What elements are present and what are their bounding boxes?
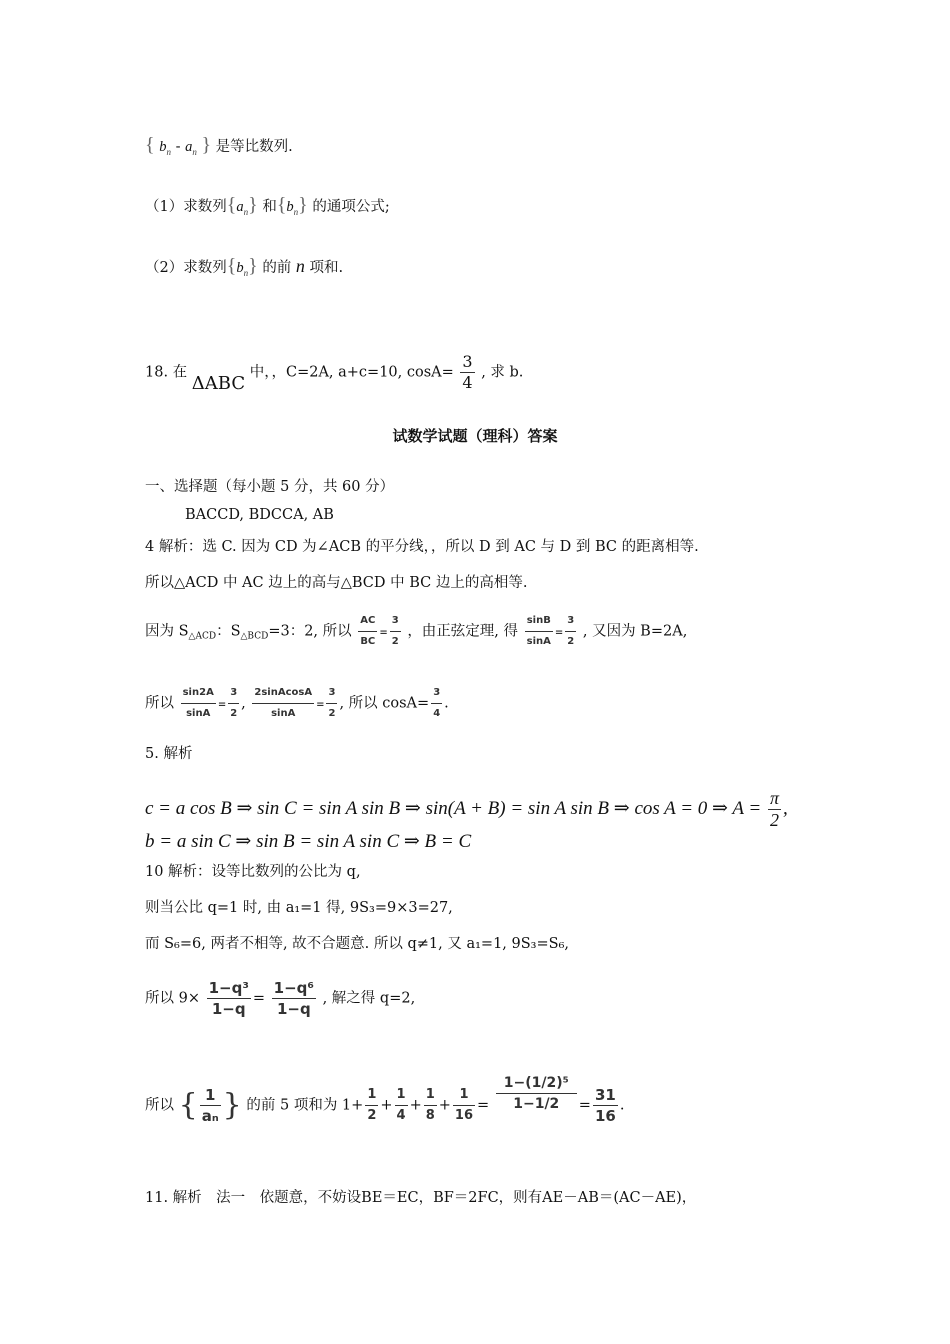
frac-numerator: 1−q³ [208,979,249,997]
fraction-pi-2 [768,788,781,831]
triangle-abc: ΔABC [191,372,246,394]
right-brace: } [298,194,308,216]
equals: = [554,627,564,639]
subscript: △BCD [240,631,269,642]
subscript-n: n [293,207,299,217]
subscript: △ACD [188,631,217,642]
q10-line5: 所以 { $\frac{1}{\text{aₙ}}$ } 的前 5 项和为 1+ $\frac{1}{2}$ + $\frac{1}{4}$ + $\frac{1}{8}$ + $\frac{1}{16}$ = $\frac{\text{1−(1/2)⁵}}{1-1/2}$ = $\frac{31}{16}$ . [145,1075,625,1125]
frac-denominator: BC [360,636,376,647]
text: , 解之得 q=2, [322,990,416,1007]
frac-numerator: 3 [228,683,239,704]
frac-numerator: 2sinAcosA [252,683,314,704]
frac-numerator: 1−q⁶ [273,979,314,997]
fraction-3-2 [565,611,576,652]
fraction-1-q6 [272,978,316,1019]
term-a: a [185,139,193,155]
fraction-3-2 [390,611,401,652]
part2-tail: 项和. [309,260,344,276]
frac-denominator: 2 [328,708,336,719]
fraction-3-2 [228,683,239,724]
q4-line4: 所以 $\frac{\sin 2A}{\sin A}$ = $\frac{3}{2}$ , $\frac{\text{2sinAcosA}}{\sin A}$ = $\frac{3}{2}$ , 所以 cosA= $\frac{3}{4}$ . [145,683,449,724]
q18-number: 18. 在 [145,364,188,381]
frac-denominator: 2 [230,708,238,719]
fraction-sinb-sina [525,611,553,652]
frac-denominator: 8 [425,1108,435,1123]
frac-numerator: 3 [565,611,576,632]
intro-tail: 是等比数列. [215,139,293,155]
q5-heading: 5. 解析 [145,746,193,762]
right-brace: } [222,1087,242,1123]
frac-denominator: 1−1/2 [513,1096,560,1112]
q17-intro [145,135,293,162]
minus-sign: - [175,139,181,155]
text: 所以 9× [145,990,200,1007]
fraction-1-q3 [207,978,251,1019]
q5-equation2: b = a sin C ⇒ sin B = sin A sin C ⇒ B = C [145,831,472,852]
q11-line1: 11. 解析 法一 依题意，不妨设BE＝EC，BF＝2FC，则有AE－AB＝(AC－AE)， [145,1190,697,1206]
fraction-31-16 [593,1085,618,1126]
q4-line3 [145,611,687,652]
seq-b: b [236,260,244,276]
part1-mid: 和 [262,199,277,215]
period: . [444,695,449,712]
text: 所以 cosA= [348,695,430,712]
subscript-n: n [192,147,197,157]
q10-line1: 10 解析：设等比数列的公比为 q, [145,864,361,880]
left-brace: { [178,1087,198,1123]
frac-denominator: 2 [769,810,779,830]
frac-denominator: 4 [433,708,441,719]
answer-title: 试数学试题（理科）答案 [392,427,558,445]
fraction-3-2 [326,683,337,724]
q18-conditions: 中，，C=2A, a+c=10, cosA= [249,364,454,381]
frac-denominator: 1−q [276,1000,311,1018]
q4-line1: 4 解析：选 C. 因为 CD 为∠ACB 的平分线，，所以 D 到 AC 与 D 到 BC 的距离相等. [145,539,699,555]
frac-numerator: 3 [462,352,473,371]
term-b: b [159,139,167,155]
frac-denominator: 2 [567,636,575,647]
fraction-1-8: $\frac{1}{8}$ [424,1085,437,1126]
frac-denominator: 4 [396,1108,406,1123]
frac-denominator: 16 [454,1108,474,1123]
subscript-n: n [243,207,249,217]
fraction-sin2a-sina [181,683,216,724]
frac-numerator: 1−(1/2)⁵ [496,1073,577,1094]
comma: , [782,797,788,819]
seq-b: b [286,199,294,215]
fraction-1-2: $\frac{1}{2}$ [365,1085,378,1126]
part1-prefix: （1）求数列 [145,199,227,215]
text: ：S [216,623,241,640]
frac-denominator: 4 [462,373,473,392]
frac-numerator: 3 [326,683,337,704]
frac-denominator: aₙ [201,1107,219,1125]
frac-numerator: sinB [525,611,553,632]
frac-numerator: 31 [594,1086,616,1104]
fraction-3-4 [431,683,442,724]
choice-answers: BACCD, BDCCA, AB [185,507,334,523]
period: . [619,1097,625,1114]
q10-line4: 所以 9× $\frac{\text{1−q³}}{1-q}$ = $\frac{\text{1−q⁶}}{1-q}$ , 解之得 q=2, [145,979,416,1018]
frac-numerator: π [769,788,779,808]
right-brace: } [248,255,258,277]
frac-denominator: 2 [367,1108,377,1123]
q4-line2: 所以△ACD 中 AC 边上的高与△BCD 中 BC 边上的高相等. [145,575,528,591]
fraction-3-4 [460,352,474,393]
left-brace: { [226,194,237,216]
fraction-ac-bc [358,611,377,652]
text: ，由正弦定理, 得 [407,623,519,640]
q17-part1 [145,195,390,222]
text: 所以 [145,695,174,712]
frac-numerator: sin2A [181,683,216,704]
frac-numerator: 3 [390,611,401,632]
frac-denominator: 2 [391,636,399,647]
fraction-2sinacosa-sina [252,683,314,724]
left-brace: { [226,255,237,277]
subscript-n: n [166,147,171,157]
text: 所以 [145,1097,174,1114]
part2-mid: 的前 [262,260,292,276]
fraction-1-16: $\frac{1}{16}$ [453,1085,475,1126]
fraction-1-4: $\frac{1}{4}$ [395,1085,408,1126]
section1-heading: 一、选择题（每小题 5 分，共 60 分） [145,479,395,495]
q10-line2: 则当公比 q=1 时, 由 a₁=1 得, 9S₃=9×3=27, [145,900,453,916]
equation-text: c = a cos B ⇒ sin C = sin A sin B ⇒ sin(A + B) = sin A sin B ⇒ cos A = 0 ⇒ A = [145,797,762,819]
part2-prefix: （2）求数列 [145,260,227,276]
subscript-n: n [243,268,249,278]
q17-part2 [145,256,343,283]
text: , 又因为 B=2A, [582,623,688,640]
fraction-1-an [200,1085,221,1126]
seq-a: a [236,199,244,215]
n-variable: n [295,256,305,276]
frac-denominator: sinA [186,708,211,719]
q18 [145,352,523,393]
equals: = [379,627,388,639]
frac-numerator: 1 [200,1085,221,1106]
right-brace: } [248,194,258,216]
left-brace: { [145,134,155,156]
q5-equation1 [145,788,788,831]
right-brace: } [201,134,212,156]
frac-denominator: sinA [526,636,551,647]
frac-denominator: 16 [594,1107,616,1125]
frac-numerator: AC [358,611,377,632]
frac-numerator: 3 [431,683,442,704]
text: 因为 S [145,623,189,640]
part1-tail: 的通项公式; [312,199,390,215]
text: =3：2, 所以 [268,623,352,640]
left-brace: { [276,194,287,216]
frac-denominator: 1−q [211,1000,246,1018]
frac-denominator: sinA [271,708,296,719]
geometric-sum-fraction [496,1073,577,1114]
text: 的前 5 项和为 1+ [246,1097,364,1114]
q10-line3: 而 S₆=6, 两者不相等, 故不合题意. 所以 q≠1, 又 a₁=1, 9S₃=S₆, [145,936,570,952]
q18-tail: , 求 b. [481,364,524,381]
